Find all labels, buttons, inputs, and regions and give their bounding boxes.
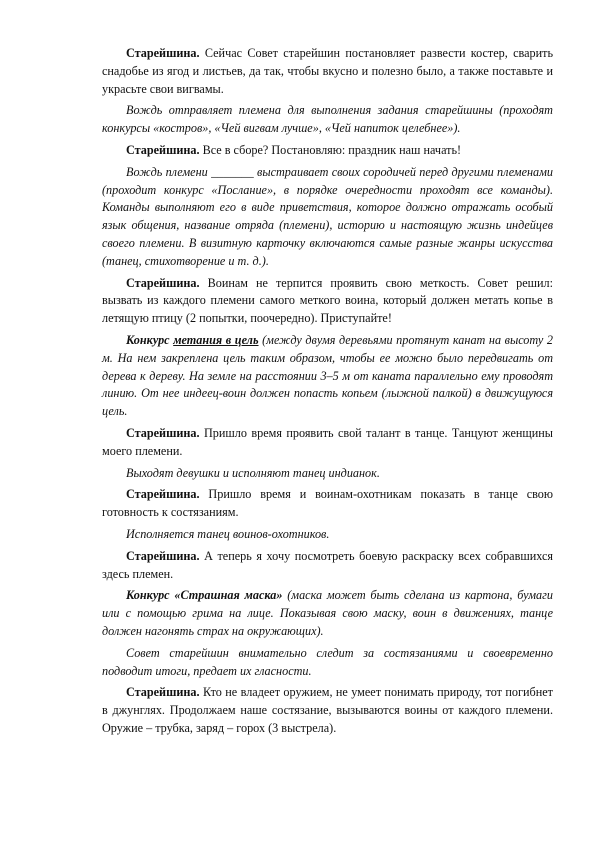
contest-title: Конкурс (126, 332, 170, 347)
stage-direction-council (102, 645, 553, 681)
contest-title-underlined: метания в цель (173, 332, 259, 347)
speaker-label: Старейшина. (126, 548, 200, 563)
speech-text: Пришло время и воинам-охотникам показать в танце свою готовность к состязаниям. (102, 487, 553, 520)
stage-direction-warriors-dance (102, 526, 553, 544)
paragraph-elder-weapons (102, 684, 553, 737)
contest-throwing-description (102, 332, 553, 421)
stage-direction-text: Вождь отправляет племена для выполнения задания старейшины (проходят конкурсы «костров», «Чей вигвам лучше», «Чей напиток целебнее»). (102, 103, 553, 136)
speech-text: Кто не владеет оружием, не умеет понимать природу, тот погибнет в джунглях. Продолжаем наше состязание, вызываются воины от каждого племени. Оружие – трубка, заряд – горох (3 выстрела). (102, 685, 553, 735)
speaker-label: Старейшина. (126, 142, 200, 157)
paragraph-elder-dance-women (102, 425, 553, 461)
paragraph-elder-dance-warriors (102, 486, 553, 522)
paragraph-elder-start (102, 142, 553, 160)
speaker-label: Старейшина. (126, 685, 200, 700)
speech-text: Воинам не терпится проявить свою меткость. Совет решил: вызвать из каждого племени самого меткого воина, который должен метать копье в летящую птицу (2 попытки, поочередно). Приступайте! (102, 275, 553, 326)
stage-direction-girls-dance (102, 465, 553, 483)
speech-text: Сейчас Совет старейшин постановляет развести костер, сварить снадобье из ягод и листьев, да так, чтобы вкусно и полезно было, а также поставьте и украсьте свои вигвамы. (102, 46, 553, 96)
speech-text: Пришло время проявить свой талант в танце. Танцуют женщины моего племени. (102, 425, 553, 458)
paragraph-elder-bonfire (102, 45, 553, 98)
speech-text: А теперь я хочу посмотреть боевую раскраску всех собравшихся здесь племен. (102, 548, 553, 581)
blank-line: _______ (211, 164, 254, 179)
stage-direction-text: Выходят девушки и исполняют танец индианок. (126, 465, 380, 480)
stage-direction-message-contest (102, 164, 553, 271)
stage-direction-chief-sends (102, 102, 553, 138)
contest-title: Конкурс «Страшная маска» (126, 588, 283, 603)
stage-direction-text: выстраивает своих сородичей перед другими племенами (проходит конкурс «Послание», в порядке очередности проходят все команды). Команды выполняют его в виде приветствия, которое должно отражать особый язык общения, название отряда (племени), историю и настоящую жизнь индейцев своего племени. В визитную карточку включаются самые разные жанры искусства (танец, стихотворение и т. д.). (102, 164, 554, 268)
speaker-label: Старейшина. (126, 487, 200, 502)
stage-direction-text: Исполняется танец воинов-охотников. (126, 526, 330, 541)
stage-direction-text: Совет старейшин внимательно следит за состязаниями и своевременно подводит итоги, предает их гласности. (102, 645, 553, 678)
speaker-label: Старейшина. (126, 425, 200, 440)
paragraph-elder-war-paint (102, 548, 553, 584)
speech-text: Все в сборе? Постановляю: праздник наш начать! (199, 142, 462, 157)
stage-direction-prefix: Вождь племени (126, 164, 208, 179)
speaker-label: Старейшина. (126, 275, 200, 290)
paragraph-elder-accuracy (102, 275, 553, 328)
speaker-label: Старейшина. (126, 46, 200, 60)
contest-mask-description (102, 587, 553, 640)
contest-description: (маска может быть сделана из картона, бумаги или с помощью грима на лице. Показывая свою маску, воин в движениях, танце должен нагонять страх на окружающих). (102, 588, 553, 638)
contest-description: (между двумя деревьями протянут канат на высоту 2 м. На нем закреплена цель таким образом, чтобы ее можно было передвигать от дерева к дереву. На земле на расстоянии 3–5 м от каната параллельно ему проводят линию. От нее индеец-воин должен попасть копьем (лыжной палкой) в движущуюся цель. (102, 332, 553, 419)
